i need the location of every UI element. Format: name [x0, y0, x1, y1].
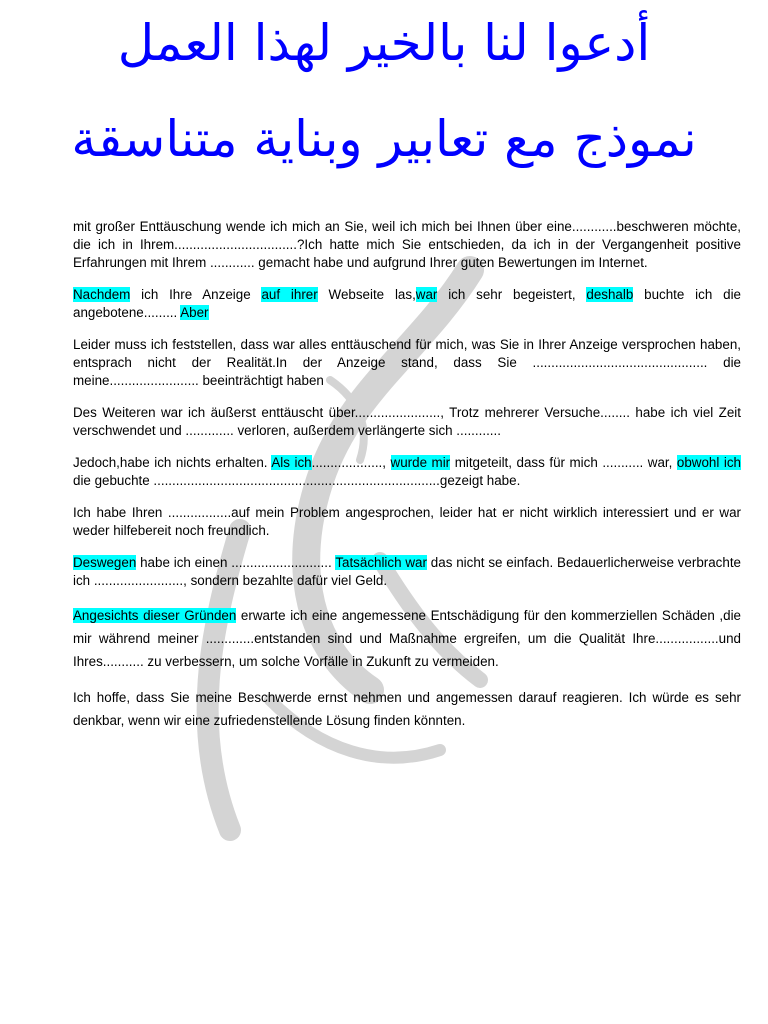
paragraph-4: Des Weiteren war ich äußerst enttäuscht über......................., Trotz mehrerer Versuche........ habe ich viel Zeit verschwendet und ............. verloren, außerdem verlängerte sich ............	[73, 405, 741, 438]
arabic-title-line-2: نموذج مع تعابير وبناية متناسقة	[71, 110, 697, 168]
highlight-phrase: Angesichts dieser Gründen	[73, 608, 237, 623]
highlight-phrase: war	[415, 287, 438, 302]
paragraph-5: Jedoch,habe ich nichts erhalten. Als ich..................., wurde mir mitgeteilt, dass für mich ........... war, obwohl ich die gebuchte .............................................................................gezeigt habe.	[73, 455, 741, 488]
highlight-phrase: Als ich	[271, 455, 312, 470]
highlight-phrase: deshalb	[586, 287, 634, 302]
highlight-phrase: Deswegen	[73, 555, 137, 570]
paragraph-9: Ich hoffe, dass Sie meine Beschwerde ernst nehmen und angemessen darauf reagieren. Ich würde es sehr denkbar, wenn wir eine zufriedenstellende Lösung finden könnten.	[73, 690, 741, 728]
highlight-phrase: auf ihrer	[261, 287, 318, 302]
paragraph-3: Leider muss ich feststellen, dass war alles enttäuschend für mich, was Sie in Ihrer Anzeige versprochen haben, entsprach nicht der Realität.In der Anzeige stand, dass Sie ............................................... die meine........................ beeinträchtigt haben	[73, 337, 741, 388]
highlight-phrase: Tatsächlich war	[335, 555, 427, 570]
paragraph-1: mit großer Enttäuschung wende ich mich an Sie, weil ich mich bei Ihnen über eine............beschweren möchte, die ich in Ihrem.................................?Ich hatte mich Sie entschieden, da ich in der Vergangenheit positive Erfahrungen mit Ihrem ............ gemacht habe und aufgrund Ihrer guten Bewertungen im Internet.	[73, 219, 741, 270]
paragraph-7: Deswegen habe ich einen ........................... Tatsächlich war das nicht se einfach. Bedauerlicherweise verbrachte ich ........................, sondern bezahlte dafür viel Geld.	[73, 555, 741, 588]
letter-body	[73, 218, 741, 745]
highlight-phrase: obwohl ich	[676, 455, 741, 470]
paragraph-6: Ich habe Ihren .................auf mein Problem angesprochen, leider hat er nicht wirklich interessiert und er war weder hilfebereit noch freundlich.	[73, 505, 741, 538]
highlight-phrase: Aber	[180, 305, 209, 320]
highlight-phrase: Nachdem	[73, 287, 131, 302]
paragraph-2: Nachdem ich Ihre Anzeige auf ihrer Webseite las,war ich sehr begeistert, deshalb buchte ich die angebotene......... Aber	[73, 287, 741, 320]
paragraph-8: Angesichts dieser Gründen erwarte ich eine angemessene Entschädigung für den kommerziellen Schäden ,die mir während meiner .............entstanden sind und Maßnahme ergreifen, um die Qualität Ihre.................und Ihres........... zu verbessern, um solche Vorfälle in Zukunft zu vermeiden.	[73, 608, 741, 669]
highlight-phrase: wurde mir	[390, 455, 451, 470]
arabic-title-line-1: أدعوا لنا بالخير لهذا العمل	[117, 14, 651, 72]
